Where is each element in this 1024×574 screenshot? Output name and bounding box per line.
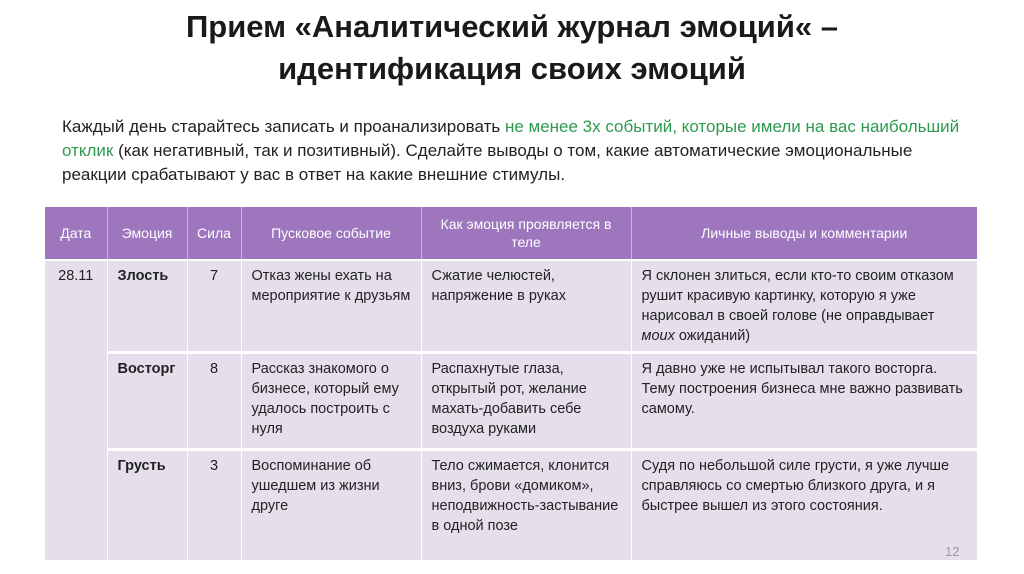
- strength-cell: 3: [187, 449, 241, 561]
- comment-text: Я склонен злиться, если кто-то своим отказом рушит красивую картинку, которую я уже нарисовал в своей голове (не оправдывает: [641, 268, 954, 324]
- header-comments: Личные выводы и комментарии: [631, 207, 977, 260]
- table-row: [45, 352, 977, 449]
- emotion-cell: Грусть: [107, 449, 187, 561]
- header-date: Дата: [45, 207, 107, 260]
- slide-title: [0, 6, 1024, 90]
- table-header-row: [45, 207, 977, 260]
- header-trigger: Пусковое событие: [241, 207, 421, 260]
- table-row: [45, 260, 977, 352]
- emotion-cell: Злость: [107, 260, 187, 352]
- body-cell: Распахнутые глаза, открытый рот, желание махать-добавить себе воздуха руками: [421, 352, 631, 449]
- trigger-cell: Рассказ знакомого о бизнесе, который ему удалось построить с нуля: [241, 352, 421, 449]
- comment-text-end: ожиданий): [674, 328, 751, 344]
- trigger-cell: Воспоминание об ушедшем из жизни друге: [241, 449, 421, 561]
- header-strength: Сила: [187, 207, 241, 260]
- body-cell: Сжатие челюстей, напряжение в руках: [421, 260, 631, 352]
- intro-paragraph: [62, 115, 962, 187]
- intro-text-end: (как негативный, так и позитивный). Сделайте выводы о том, какие автоматические эмоциональные реакции срабатывают у вас в ответ на какие внешние стимулы.: [62, 141, 913, 184]
- body-cell: Тело сжимается, клонится вниз, брови «домиком», неподвижность-застывание в одной позе: [421, 449, 631, 561]
- comment-italic-word: моих: [641, 328, 675, 344]
- comment-cell: Судя по небольшой силе грусти, я уже лучше справляюсь со смертью близкого друга, и я быстрее вышел из этого состояния.: [631, 449, 977, 561]
- strength-cell: 7: [187, 260, 241, 352]
- strength-cell: 8: [187, 352, 241, 449]
- intro-highlight: не менее 3х событий, которые имели на вас наибольший отклик: [62, 117, 960, 160]
- comment-cell: Я давно уже не испытывал такого восторга. Тему построения бизнеса мне важно развивать самому.: [631, 352, 977, 449]
- header-emotion: Эмоция: [107, 207, 187, 260]
- header-body-manifestation: Как эмоция проявляется в теле: [421, 207, 631, 260]
- comment-cell: [631, 260, 977, 352]
- trigger-cell: Отказ жены ехать на мероприятие к друзьям: [241, 260, 421, 352]
- emotion-cell: Восторг: [107, 352, 187, 449]
- emotion-journal-table: [45, 207, 977, 563]
- date-cell: 28.11: [45, 260, 107, 561]
- intro-text-start: Каждый день старайтесь записать и проанализировать: [62, 117, 505, 136]
- slide-title-line-2: идентификация своих эмоций: [278, 51, 746, 86]
- slide-title-line-1: Прием «Аналитический журнал эмоций« –: [186, 9, 838, 44]
- table-row: [45, 449, 977, 561]
- page-number: 12: [945, 544, 960, 559]
